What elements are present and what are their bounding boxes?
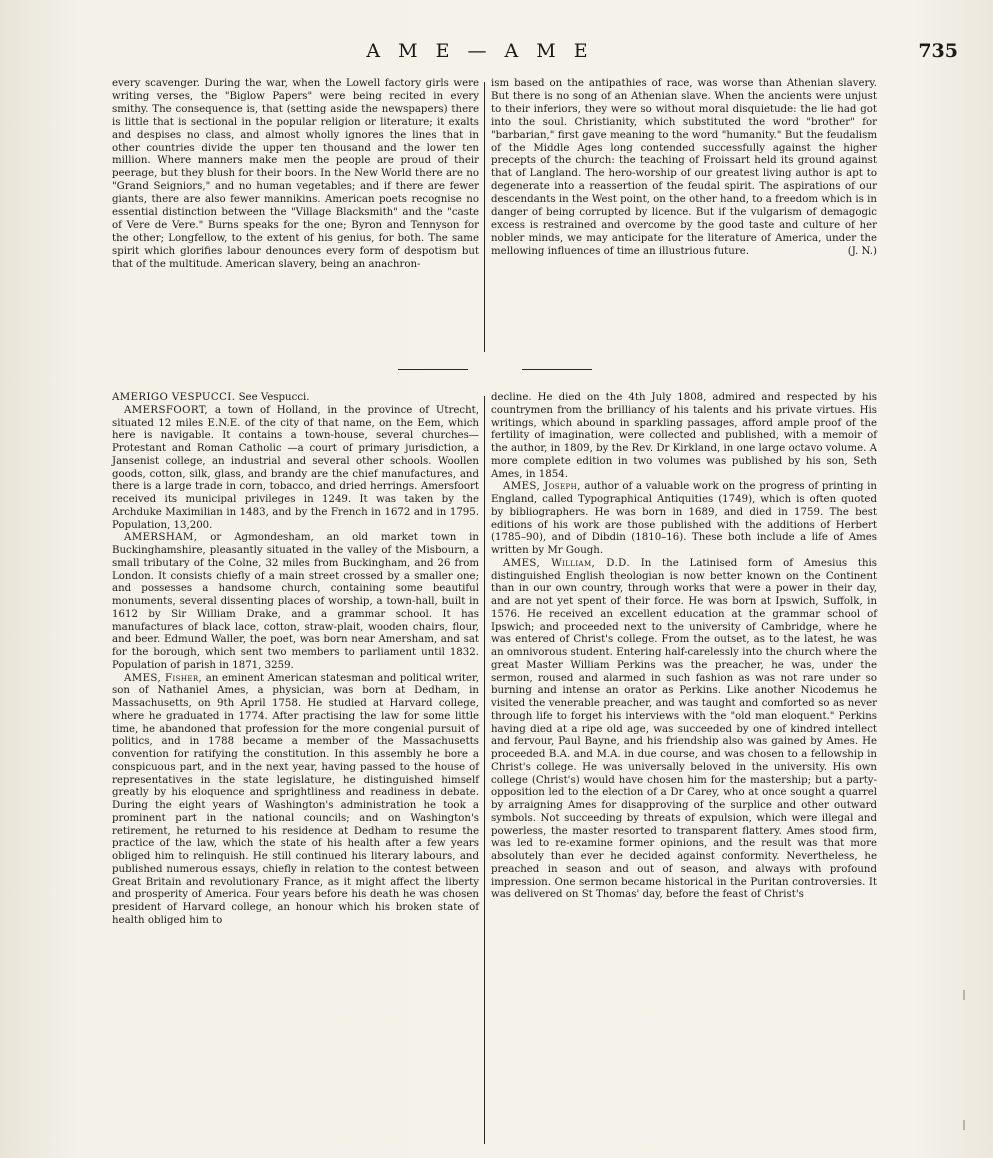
entry-text: decline. He died on the 4th July 1808, admired and respected by his countrymen from the brilliancy of his talents and his private virtues. His writings, which abound in sparkling passages, afford ample proof of the fertility of imagination, were collected and published, with a memoir of the author, in 1809, by the Rev. Dr Kirkland, in one large octavo volume. A more complete edition in two volumes was published by his son, Seth Ames, in 1854. (491, 392, 877, 480)
entry-text: or Agmondesham, an old market town in Buckinghamshire, pleasantly situated in the valley of the Misbourn, a small tributary of the Colne, 32 miles from Buckingham, and 26 from London. It consists chiefly of a main street crossed by a smaller one; and possesses a handsome church, containing some beautiful monuments, several dissenting places of worship, a town-hall, built in 1612 by Sir William Drake, and a grammar school. It has manufactures of black lace, cotton, straw-plait, wooden chairs, flour, and beer. Edmund Waller, the poet, was born near Amersham, and sat for the borough, which sent two members to parliament until 1832. Population of parish in 1871, 3259. (112, 532, 479, 671)
entry-headword: AMES, William, D.D. (503, 557, 630, 569)
entry-headword: AMERSFOORT, (124, 404, 209, 416)
section-end-rule (398, 369, 468, 370)
running-head (0, 40, 993, 70)
bottom-column-divider (484, 396, 485, 1144)
entries-right-column (491, 392, 877, 902)
author-signature: (J. N.) (847, 245, 877, 257)
page-number: 735 (918, 40, 958, 62)
entry-text: author of a valuable work on the progress of printing in England, called Typographical Antiquities (1749), which is often quoted by bibliographers. He was born in 1689, and died in 1759. The best editions of his work are those published with the additions of Herbert (1785–90), and of Dibdin (1810–16). These both include a life of Ames written by Mr Gough. (491, 481, 877, 556)
page-edge-mark (963, 1120, 965, 1130)
article-text-continuation: every scavenger. During the war, when the Lowell factory girls were writing verses, the "Biglow Papers" were being recited in every smithy. The consequence is, that (setting aside the newspapers) there is little that is sectional in the popular religion or literature; it exalts and despises no class, and almost wholly ignores the lines that in other countries divide the upper ten thousand and the lower ten million. Where manners make men the people are proud of their peerage, but they blush for their boors. In the New World there are no "Grand Seigniors," and no human vegetables; and if there are fewer giants, there are also fewer mannikins. American poets recognise no essential distinction between the "Village Blacksmith" and the "caste of Vere de Vere." Burns speaks for the one; Byron and Tennyson for the other; Longfellow, to the extent of his genius, for both. The same spirit which glorifies labour denounces every form of despotism but that of the multitude. American slavery, being an anachron- (112, 78, 479, 270)
section-end-rule (522, 369, 592, 370)
entry-text: In the Latinised form of Amesius this distinguished English theologian is now better known on the Continent than in our own country, through works that were a power in their day, and are not yet spent of their force. He was born at Ipswich, Suffolk, in 1576. He received an excellent education at the grammar school of Ipswich; and proceeded next to the university of Cambridge, where he was entered of Christ's college. From the outset, as to the latest, he was an omnivorous student. Entering half-carelessly into the church where the great Master William Perkins was the preacher, he was, under the sermon, roused and alarmed in such fashion as was not rare under so burning and intense an orator as Perkins. Like another Nicodemus he visited the venerable preacher, and was taught and comforted so as never through life to forget his interviews with the "old man eloquent." Perkins having died at a ripe old age, was succeeded by one of kindred intellect and fervour, Paul Bayne, and his friendship also was gained by Ames. He proceeded B.A. and M.A. in due course, and was chosen to a fellowship in Christ's college. He was universally beloved in the university. His own college (Christ's) would have chosen him for the mastership; but a party-opposition led to the election of a Dr Carey, who at once sought a quarrel by arraigning Ames for disapproving of the surplice and other outward symbols. Not succeeding by threats of expulsion, which were illegal and powerless, the master resorted to transparent flattery. Ames stood firm, was led to re-examine former opinions, and the result was that more absolutely than ever he decided against conformity. Nevertheless, he preached in season and out of season, and always with profound impression. One sermon became historical in the Puritan controversies. It was delivered on St Thomas' day, before the feast of Christ's (491, 557, 878, 901)
entry-amersfoort (112, 405, 479, 533)
entry-amerigo-vespucci (112, 392, 479, 405)
entries-left-column (112, 392, 479, 928)
top-column-divider (484, 82, 485, 352)
article-text-conclusion (491, 78, 877, 259)
top-left-column (112, 78, 479, 272)
article-conclusion-text: ism based on the antipathies of race, was worse than Athenian slavery. But there is no song of an Athenian slave. When the ancients were unjust to their inferiors, they were so without moral disquietude: the lie had got into the soul. Christianity, which substituted the word "brother" for "barbarian," first gave meaning to the word "humanity." But the feudalism of the Middle Ages long contended successfully against the higher precepts of the church: the teaching of Froissart held its ground against that of Langland. The hero-worship of our greatest living author is apt to degenerate into a reassertion of the feudal spirit. The aspirations of our descendants in the West point, on the other hand, to a freedom which is in danger of being corrupted by licence. But if the vulgarism of demagogic excess is restrained and overcome by the good taste and culture of her nobler minds, we may anticipate for the literature of America, under the mellowing influences of time an illustrious future. (491, 78, 877, 257)
entry-ames-joseph (491, 481, 877, 558)
entry-ames-fisher (112, 673, 479, 928)
page-edge-mark (963, 990, 965, 1000)
top-right-column (491, 78, 877, 259)
entry-text: See Vespucci. (235, 392, 310, 403)
entry-amersham (112, 532, 479, 672)
entry-headword: AMES, Joseph, (503, 481, 581, 493)
entry-headword: AMES, Fisher, (124, 672, 203, 684)
entry-ames-fisher-continued (491, 392, 877, 481)
entry-text: an eminent American statesman and political writer, son of Nathaniel Ames, a physician, was born at Dedham, in Massachusetts, on 9th April 1758. He studied at Harvard college, where he graduated in 1774. After practising the law for some little time, he abandoned that profession for the more congenial pursuit of politics, and in 1788 became a member of the Massachusetts convention for ratifying the constitution. In this assembly he bore a conspicuous part, and in the next year, having passed to the house of representatives in the state legislature, he distinguished himself greatly by his eloquence and sprightliness and readiness in debate. During the eight years of Washington's administration he took a prominent part in the national councils; and on Washington's retirement, he returned to his residence at Dedham to resume the practice of the law, which the state of his health after a few years obliged him to relinquish. He still continued his literary labours, and published numerous essays, chiefly in relation to the contest between Great Britain and revolutionary France, as it might affect the liberty and prosperity of America. Four years before his death he was chosen president of Harvard college, an honour which his broken state of health obliged him to (112, 672, 479, 926)
entry-text: a town of Holland, in the province of Utrecht, situated 12 miles E.N.E. of the city of that name, on the Eem, which here is navigable. It contains a town-house, several churches—Protestant and Roman Catholic —a court of primary jurisdiction, a Jansenist college, an industrial and several other schools. Woollen goods, cotton, silk, glass, and brandy are the chief manufactures, and there is a large trade in corn, tobacco, and dried herrings. Amersfoort received its municipal privileges in 1249. It was taken by the Archduke Maximilian in 1483, and by the French in 1672 and in 1795. Population, 13,200. (112, 404, 479, 531)
page-header-title: A M E — A M E (366, 40, 594, 62)
entry-headword: AMERIGO VESPUCCI. (112, 392, 236, 403)
entry-headword: AMERSHAM, (124, 532, 198, 544)
entry-ames-william (491, 558, 877, 902)
